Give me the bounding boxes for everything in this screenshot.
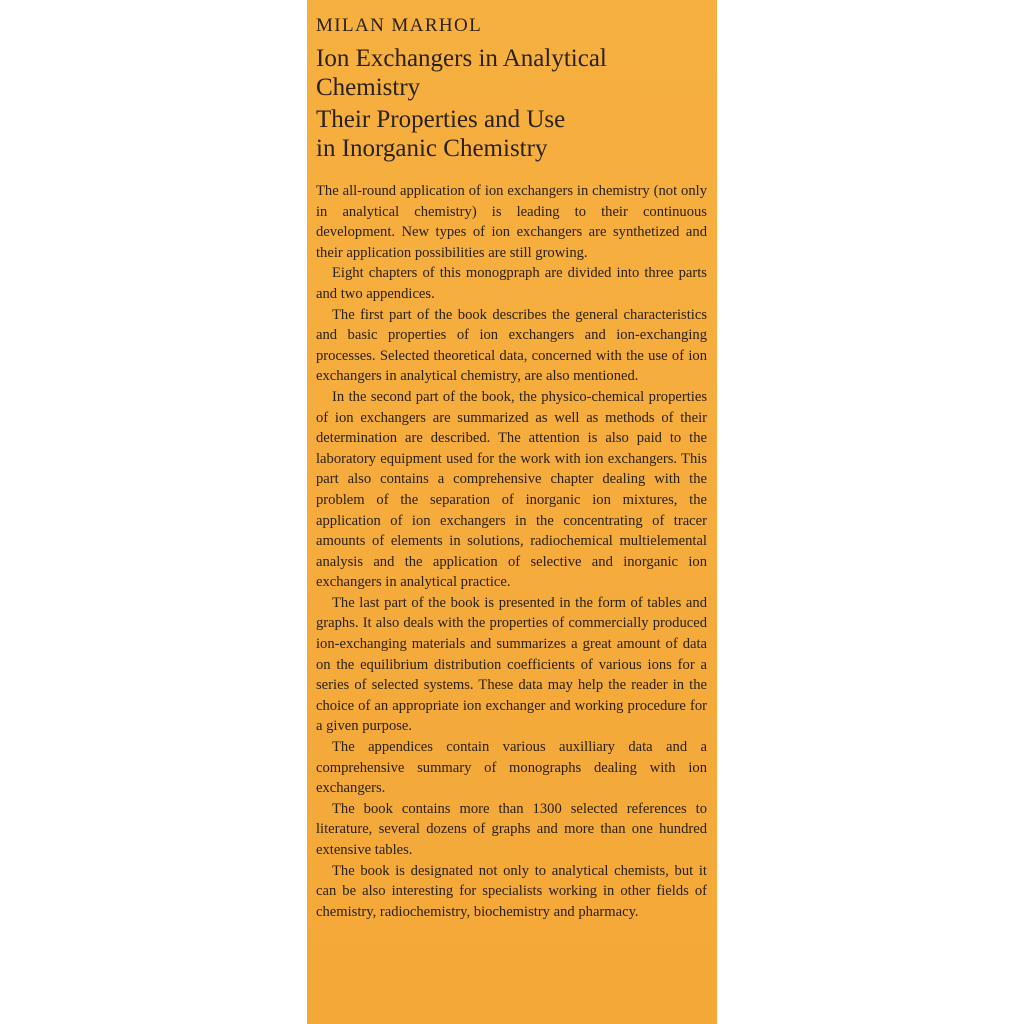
description-paragraph: The all-round application of ion exchangers in chemistry (not only in analytical chemistry) is leading to their continuous development. New types of ion exchangers are synthetized and their application possibilities are still growing. [316, 183, 707, 261]
book-jacket-flap [307, 0, 717, 1024]
description-paragraph: The book contains more than 1300 selected references to literature, several dozens of graphs and more than one hundred extensive tables. [316, 800, 707, 858]
description-paragraph: The book is designated not only to analytical chemists, but it can be also interesting for specialists working in other fields of chemistry, radiochemistry, biochemistry and pharmacy. [316, 862, 707, 920]
book-title [316, 44, 707, 102]
book-title-line-2: Chemistry [316, 74, 421, 101]
book-subtitle-line-2: in Inorganic Chemistry [316, 135, 548, 162]
book-subtitle [316, 105, 707, 163]
description-paragraph: In the second part of the book, the physico-chemical properties of ion exchangers are summarized as well as methods of their determination are described. The attention is also paid to the laboratory equipment used for the work with ion exchangers. This part also contains a comprehensive chapter dealing with the problem of the separation of inorganic ion mixtures, the application of ion exchangers in the concentrating of tracer amounts of elements in solutions, radiochemical multielemental analysis and the application of selective and inorganic ion exchangers in analytical practice. [316, 388, 707, 591]
description-paragraph: The appendices contain various auxilliary data and a comprehensive summary of monographs dealing with ion exchangers. [316, 739, 707, 797]
author-name: MILAN MARHOL [316, 15, 483, 36]
book-subtitle-line-1: Their Properties and Use [316, 106, 566, 133]
description-paragraph: The last part of the book is presented in the form of tables and graphs. It also deals with the properties of commercially produced ion-exchanging materials and summarizes a great amount of data on the equilibrium distribution coefficients of various ions for a series of selected systems. These data may help the reader in the choice of an appropriate ion exchanger and working procedure for a given purpose. [316, 594, 707, 735]
book-title-line-1: Ion Exchangers in Analytical [316, 45, 607, 72]
description-text [316, 181, 707, 922]
description-paragraph: Eight chapters of this monogpraph are divided into three parts and two appendices. [316, 265, 707, 302]
description-paragraph: The first part of the book describes the general characteristics and basic properties of ion exchangers and ion-exchanging processes. Selected theoretical data, concerned with the use of ion exchangers in analytical chemistry, are also mentioned. [316, 306, 707, 385]
